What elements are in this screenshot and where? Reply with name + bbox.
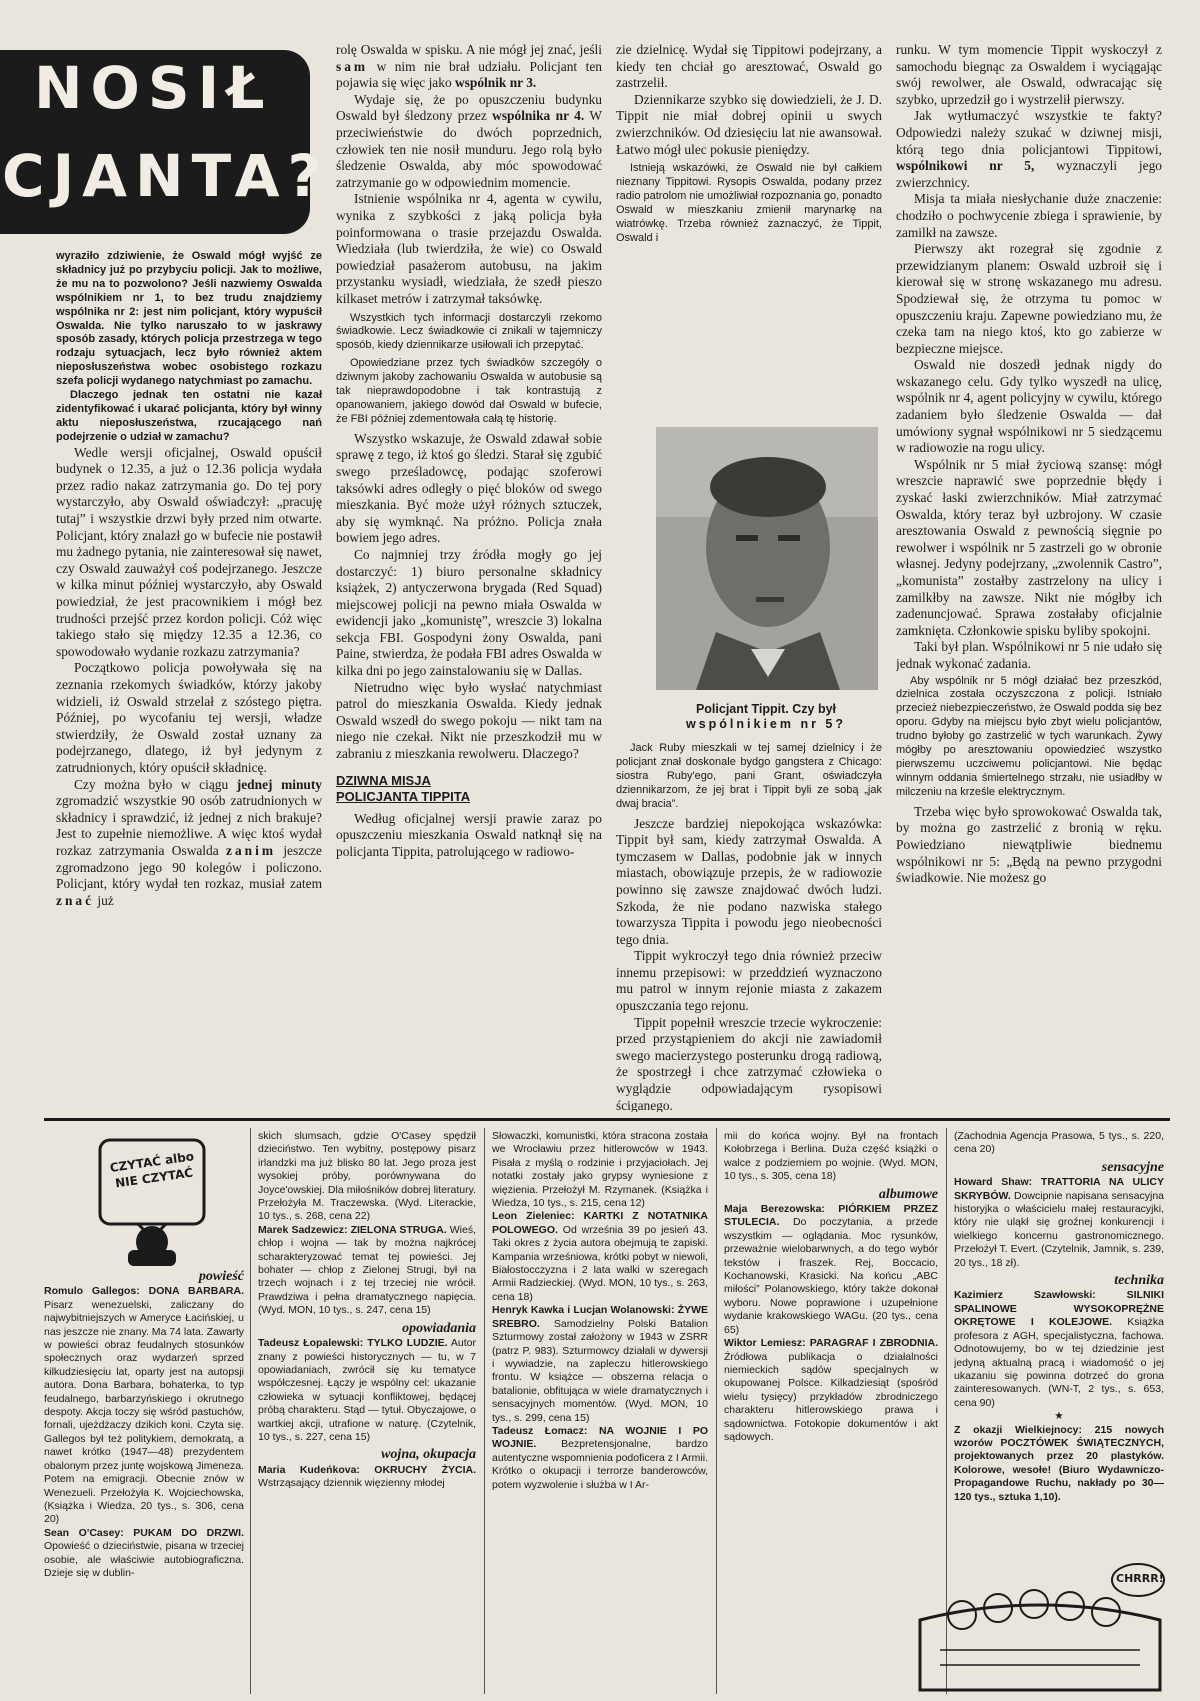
review-column-3 bbox=[492, 1130, 708, 1690]
review-lomacz-cont: mii do końca wojny. Był na frontach Kołobrzega i Berlina. Duża część książki o walce z podziemiem po wojnie. (Wyd. MON, 10 tys., s. 305, cena 18) bbox=[724, 1130, 938, 1183]
col2-paragraph-1: rolę Oswalda w spisku. A nie mógł jej znać, jeśli sam w nim nie brał udziału. Policjant ten pojawia się więc jako wspólnik nr 3. bbox=[336, 42, 602, 91]
category-albumowe: albumowe bbox=[878, 1186, 938, 1202]
subhead-line-2: POLICJANTA TIPPITA bbox=[336, 788, 471, 804]
col4-paragraph-6: Wspólnik nr 5 miał życiową szansę: mógł wreszcie naprawić swe poprzednie błędy i zyskać łaski zwierzchników. Miał zatrzymać Oswalda, który teraz był uzbrojony. W czasie aresztowania Oswald z pewnością sięgnie po rewolwer i wspólnik nr 5 zastrzeli go w obronie własnej. Jedyny podejrzany, „zwolennik Castro”, „komunista” zostałby zastrzelony na ulicy i zamilkłby na zawsze. Nikt nie mógłby ich zadenuncjować. Sprawa zostałaby oficjalnie zamknięta. Członkowie spisku byliby spokojni. bbox=[896, 456, 1162, 638]
review-berezowska: Maja Berezowska: PIÓRKIEM PRZEZ STULECIA. Do poczytania, a przede wszystkim — oglądania. Moc rysunków, przeważnie wielobarwnych, a do tego wybór tekstów i fraszek. Rej, Boccacio, Kochanowski, Krasicki. Na końcu „ABC miłości” Polanowskiego, który także dokonał wyboru. Nowe poprawione i uzupełnione wydanie krakowskiego WAGu. (20 tys., cena 65) bbox=[724, 1203, 938, 1336]
col4-paragraph-8: Trzeba więc było sprowokować Oswalda tak, by można go zastrzelić z bronią w ręku. Powiedziano niewątpliwie biednemu wspólnikowi nr 5: „Będą na pewno przygodni świadkowie. Nie możesz go bbox=[896, 803, 1162, 886]
review-ocasey-cont: skich slumsach, gdzie O'Casey spędził dzieciństwo. Ten wybitny, postępowy pisarz irlandzki ma już blisko 80 lat. Jego proza jest wysokiej próby, porównywana do Joyce'owskiej. Dla miłośników dobrej literatury. Przełożyła M. Traczewska. (Wyd. Literackie, 10 tys., s. 268, cena 22) bbox=[258, 1130, 476, 1223]
review-lemiesz: Wiktor Lemiesz: PARAGRAF I ZBRODNIA. Źródłowa publikacja o działalności niemieckich sądów specjalnych w okupowanej Polsce. Kilkadziesiąt (spośród wielu tysięcy) przykładów zbrodniczego charakteru hitlerowskiego prawa i sądownictwa. Fotokopie dokumentów i akt sądowych. bbox=[724, 1337, 938, 1443]
col2-small-2: Opowiedziane przez tych świadków szczegóły o dziwnym jakoby zachowaniu Oswalda w autobusie są tak nieprawdopodobne i tak kontrastują z opanowaniem, jakiego dowód dał Oswald w bufecie, że FBI później zdementowała całą tę historię. bbox=[336, 357, 602, 425]
headline-line-1: NOSIŁ bbox=[34, 54, 273, 122]
col3-paragraph-3: Jeszcze bardziej niepokojąca wskazówka: Tippit był sam, kiedy zatrzymał Oswalda. A tymczasem w Dallas, podobnie jak w innych miastach, obowiązuje przepis, że w radiowozie powinno się zawsze znajdować dwóch ludzi. Szkoda, że nie podano nazwiska stałego towarzysza Tippita i powodu jego nieobecności tego dnia. bbox=[616, 815, 882, 947]
book-character-icon bbox=[78, 1130, 228, 1270]
review-szawlowski: Kazimierz Szawłowski: SILNIKI SPALINOWE WYSOKOPRĘŻNE OKRĘTOWE I KOLEJOWE. Książka profesora z AGH, specjalistyczna, fachowa. Odnotowujemy, bo w tej dziedzinie jest jedyną aktualną pracą i wiadomość o jej ukazaniu się powinna dotrzeć do grona zainteresowanych. (WN-T, 2 tys., s. 653, cena 90) bbox=[954, 1289, 1164, 1409]
category-powiesc: powieść bbox=[198, 1269, 244, 1284]
col1-paragraph-1: Wedle wersji oficjalnej, Oswald opuścił budynek o 12.35, a już o 12.36 policja wydała przez radio nakaz zatrzymania go. Do tej pory wystarczyło, aby Oswald oświadczył: „pracuję tutaj” i wszystkie drzwi były przed nim otwarte. Policjant, który znalazł go w bufecie nie postawił mu żadnego pytania, nie zainteresował się nawet, czy Oswald zauważył coś podejrzanego. Jeszcze w kilka minut później wystarczyło, aby Oswald powiedział, że jest pracownikiem i mógł bez trudności przejść przez kordon policji. Cóż więc takiego stało się między 12.35 a 12.36, co spowodowało wydanie rozkazu zatrzymania? bbox=[56, 444, 322, 659]
review-zieleniec: Leon Zieleniec: KARTKI Z NOTATNIKA POLOWEGO. Od września 39 po jesień 43. Taki okres z życia autora obejmują te zapiski. Kampania wrześniowa, krótki pobyt w niewoli, Białostocczyzna i 2 lata walki w szeregach Armii Radzieckiej. (Wyd. MON, 10 tys., s. 263, cena 18) bbox=[492, 1210, 708, 1303]
headline-banner bbox=[0, 50, 330, 234]
column-rule-2 bbox=[484, 1128, 485, 1694]
col1-paragraph-2: Początkowo policja powoływała się na zeznania rzekomych świadków, którzy jakoby widzieli, iż Oswald strzelał z szóstego piętra. Później, po wycofaniu tej wersji, władze stwierdziły, że Oswald został uznany za podejrzanego, dlatego, iż był jedynym z zatrudnionych, który opuścił składnicę. bbox=[56, 660, 322, 775]
column-rule-3 bbox=[716, 1128, 717, 1694]
review-shaw: Howard Shaw: TRATTORIA NA ULICY SKRYBÓW. Dowcipnie napisana sensacyjna historyjka o właścicielu małej restauracyjki, który nie uląkł się groźnej konkurencji i wielkiego koncernu gastronomicznego. Przełożył T. Evert. (Czytelnik, Jamnik, s. 239, 20 tys., 18 zł). bbox=[954, 1176, 1164, 1269]
col4-paragraph-7: Taki był plan. Wspólnikowi nr 5 nie udało się jednak wykonać zadania. bbox=[896, 639, 1162, 671]
caption-line-2: wspólnikiem nr 5? bbox=[685, 717, 847, 731]
col3-small-1: Istnieją wskazówki, że Oswald nie był całkiem nieznany Tippitowi. Rysopis Oswalda, podany przez radio patrolom nie umożliwiał rozpoznania go, ponadto Oswald w mieszkaniu zmienił marynarkę na wiatrówkę. Trzeba również zaznaczyć, że Tippit, Oswald i bbox=[616, 162, 882, 244]
review-zap-cont: (Zachodnia Agencja Prasowa, 5 tys., s. 220, cena 20) bbox=[954, 1130, 1164, 1156]
star-separator: ★ bbox=[1054, 1410, 1064, 1423]
review-kudenkova: Maria Kudeńkova: OKRUCHY ŻYCIA. Wstrząsający dziennik więzienny młodej bbox=[258, 1463, 476, 1490]
col3-paragraph-4: Tippit wykroczył tego dnia również przeciw innemu przepisowi: w przeddzień wyznaczono mu patrol w innym rejonie miasta z zakazem opuszczania tego rejonu. bbox=[616, 948, 882, 1014]
review-ocasey: Sean O'Casey: PUKAM DO DRZWI. Opowieść o dzieciństwie, pisana w trzeciej osobie, ale właściwie autobiograficzna. Dzieje się w dublin- bbox=[44, 1526, 244, 1579]
col2-paragraph-4: Wszystko wskazuje, że Oswald zdawał sobie sprawę z tego, iż ktoś go śledzi. Starał się zgubić swego prześladowcę, podając szoferowi taksówki adres odległy o pięć bloków od swego mieszkania. Być może użył różnych sztuczek, aby się wymknąć. Na próżno. Policja znała bowiem jego adres. bbox=[336, 430, 602, 546]
col3-paragraph-1: zie dzielnicę. Wydał się Tippitowi podejrzany, a kiedy ten chciał go aresztować, Oswald go zastrzelił. bbox=[616, 42, 882, 91]
article-column-1 bbox=[56, 250, 322, 1112]
col2-small-1: Wszystkich tych informacji dostarczyli rzekomo świadkowie. Lecz świadkowie ci znikali w tajemniczy sposób, kiedy dziennikarze usiłowali ich przepytać. bbox=[336, 311, 602, 352]
col2-paragraph-6: Nietrudno więc było wysłać natychmiast patrol do mieszkania Oswalda. Kiedy jednak Oswald wszedł do swego pokoju — nikt tam na niego nie czekał. Nikt nie przeszkodził mu w zabraniu z mieszkania rewolweru. Dlaczego? bbox=[336, 679, 602, 762]
col4-paragraph-2: Jak wytłumaczyć wszystkie te fakty? Odpowiedzi należy szukać w dziwnej misji, którą tego dnia policjantowi Tippitowi, wspólnikowi nr 5, wyznaczyli jego zwierzchnicy. bbox=[896, 108, 1162, 190]
category-opowiadania: opowiadania bbox=[402, 1320, 476, 1336]
col4-paragraph-5: Oswald nie doszedł jednak nigdy do wskazanego celu. Gdy tylko wyszedł na ulicę, wspólnik nr 4, agent policyjny w cywilu, którego zadaniem było śledzenie Oswalda — dał umówiony sygnał wspólnikowi nr 5 siedzącemu w radiowozie na rogu ulicy. bbox=[896, 357, 1162, 456]
article-column-2 bbox=[336, 42, 602, 1112]
col2-paragraph-7: Według oficjalnej wersji prawie zaraz po opuszczeniu mieszkania Oswald natknął się na policjanta Tippita, patrolującego w radiowo- bbox=[336, 810, 602, 859]
article-column-3-bottom bbox=[616, 742, 882, 1112]
logo-text: CZYTAĆ albo NIE CZYTAĆ bbox=[108, 1149, 195, 1191]
czytac-logo bbox=[78, 1130, 228, 1270]
col4-paragraph-1: runku. W tym momencie Tippit wyskoczył z samochodu biegnąc za Oswaldem i wyciągając swój rewolwer, ale Oswald, odwracając się szybko, uprzedził go i wystrzelił pierwszy. bbox=[896, 42, 1162, 107]
col2-paragraph-3: Istnienie wspólnika nr 4, agenta w cywilu, wynika z szybkości z jaką policja była poinformowana o trasie przejazdu Oswalda. Wiedziała (lub twierdziła, że wie) co Oswald powiedział pasażerom autobusu, na jakim przystanku wysiadł, wiedziała, że szedł pieszo kilkaset metrów i zatrzymał taksówkę. bbox=[336, 191, 602, 306]
category-wojna: wojna, okupacja bbox=[381, 1447, 476, 1463]
col2-subhead bbox=[336, 773, 602, 805]
col4-paragraph-4: Pierwszy akt rozegrał się zgodnie z przewidzianym planem: Oswald uzbroił się i kierował się w stronę wskazanego mu adresu. Spodziewał się, że otrzyma tu pomoc w opuszczeniu kraju. Zapewne powiedziano mu, że czeka tam na niego ktoś, kto go zabierze w bezpieczne miejsce. bbox=[896, 241, 1162, 356]
review-column-4 bbox=[724, 1130, 938, 1690]
cartoon-snore-text: CHRRR! bbox=[1116, 1572, 1164, 1585]
col1-paragraph-3: Czy można było w ciągu jednej minuty zgromadzić wszystkie 90 osób zatrudnionych w składnicy i sprawdzić, iż jednej z nich brakuje? Jest to zupełnie niemożliwe. A więc ktoś wydał rozkaz zatrzymania Oswalda zanim jeszcze zgromadzono jego 90 kolegów i policzono. Policjant, który wydał ten rozkaz, musiał zatem znać już bbox=[56, 776, 322, 908]
portrait-illustration bbox=[656, 427, 878, 690]
tippit-photo bbox=[656, 427, 878, 690]
review-lopalewski: Tadeusz Łopalewski: TYLKO LUDZIE. Autor znany z powieści historycznych — tu, w 7 opowiadaniach, zwrócił się ku tematyce współczesnej. Łączy je wspólny cel: ukazanie człowieka w sytuacji konfliktowej, będącej próbą charakteru. Stąd — tytuł. Obyczajowe, o wartkiej akcji, utrafione w naturę. (Czytelnik, 10 tys., s. 227, cena 15) bbox=[258, 1337, 476, 1443]
review-lomacz: Tadeusz Łomacz: NA WOJNIE I PO WOJNIE. Bezpretensjonalne, bardzo autentyczne wspomnienia podoficera z I Armii. Krótko o okupacji i terrorze banderowców, potem wyzwolenie i służba w I Ar- bbox=[492, 1424, 708, 1491]
article-column-3-top bbox=[616, 42, 882, 420]
col1-lead: wyraziło zdziwienie, że Oswald mógł wyjść ze składnicy już po przybyciu policji. Jak to możliwe, że mu na to pozwolono? Jeśli nazwiemy Oswalda wspólnikiem nr 1, to bez trudu znajdziemy wspólnika nr 2: jest nim policjant, który wypuścił Oswalda. Nie tylko naruszało to w jaskrawy sposób zasady, których policja przestrzega w tego rodzaju sytuacjach, lecz było również aktem nieposłuszeństwa wobec osobistego rozkazu szefa policji wydanego natychmiast po zamachu. bbox=[56, 250, 322, 388]
photo-caption bbox=[646, 702, 886, 732]
category-sensacyjne: sensacyjne bbox=[1101, 1159, 1164, 1175]
caption-line-1: Policjant Tippit. Czy był bbox=[695, 702, 837, 716]
review-column-5 bbox=[954, 1130, 1164, 1550]
col3-paragraph-2: Dziennikarze szybko się dowiedzieli, że J. D. Tippit nie miał dobrej opinii u swych zwierzchników. Od dziesięciu lat nie awansował. Łatwo mógł ulec pokusie pieniędzy. bbox=[616, 91, 882, 157]
col2-paragraph-2: Wydaje się, że po opuszczeniu budynku Oswald był śledzony przez wspólnika nr 4. W przeciwieństwie do dwóch poprzednich, człowiek ten nie nosił munduru. Jego rolą było śledzenie Oswalda, aby móc spowodować zatrzymanie go w odpowiednim momencie. bbox=[336, 91, 602, 190]
cartoon-sleepers bbox=[910, 1560, 1170, 1695]
col4-paragraph-3: Misja ta miała niesłychanie duże znaczenie: chodziło o pochwycenie zbiega i sprawienie, by zamilkł na zawsze. bbox=[896, 191, 1162, 240]
article-column-4 bbox=[896, 42, 1162, 1112]
subhead-line-1: DZIWNA MISJA bbox=[336, 772, 431, 788]
review-column-1 bbox=[44, 1266, 244, 1686]
col3-paragraph-5: Tippit popełnił wreszcie trzecie wykroczenie: przed przystąpieniem do akcji nie zawiadomił swego macierzystego posterunku drogą radiową, że spostrzegł i chce zatrzymać człowieka o wyglądzie odpowiadającym rysopisowi ściganego. bbox=[616, 1014, 882, 1112]
headline-line-2: CJANTA? bbox=[2, 142, 330, 210]
col2-paragraph-5: Co najmniej trzy źródła mogły go jej dostarczyć: 1) biuro personalne składnicy książek, 2) antyczerwona brygada (Red Squad) miejscowej policji na pewno miała Oswalda w ewidencji jako „komunistę”, wreszcie 3) lokalna sekcja FBI. Gospodyni żony Oswalda, pani Paine, stwierdza, że podała FBI adres Oswalda w kilka dni po jego zainstalowaniu się w Dallas. bbox=[336, 546, 602, 679]
column-rule-1 bbox=[250, 1128, 251, 1694]
notice-pocztowki: Z okazji Wielkiejnocy: 215 nowych wzorów POCZTÓWEK ŚWIĄTECZNYCH, projektowanych przez 20 plastyków. Kolorowe, wesołe! (Biuro Wydawniczo-Propagandowe Ruchu, nakłady po 30—120 tys., sztuka 1,10). bbox=[954, 1423, 1164, 1503]
review-kawka: Henryk Kawka i Lucjan Wolanowski: ŻYWE SREBRO. Samodzielny Polski Batalion Szturmowy został założony w 1943 w ZSRR (patrz P. 983). Szturmowcy działali w dywersji i wywiadzie, na zapleczu hitlerowskiego frontu. W książce — obszerna relacja o batalionie, obfitująca w wiele dramatycznych i sensacyjnych momentów. (Wyd. MON, 10 tys., s. 299, cena 15) bbox=[492, 1304, 708, 1424]
review-column-2 bbox=[258, 1130, 476, 1690]
review-kudenkova-cont: Słowaczki, komunistki, która stracona została we Wrocławiu przez hitlerowców w 1943. Pisała z myślą o rodzinie i przyjaciołach. Jej notatki zostały jako grypsy wyniesione z więzienia. Przełożył M. Rzymanek. (Książka i Wiedza, 10 tys., s. 215, cena 12) bbox=[492, 1130, 708, 1210]
review-sadzewicz: Marek Sadzewicz: ZIELONA STRUGA. Wieś, chłop i wojna — tak by można najkrócej scharakteryzować temat tej powieści. Jej bohater — chłop z Zielonej Strugi, był na trzech wojnach i z tej trzeciej nie wrócił. Prawdziwa i pełna dramatycznego napięcia. (Wyd. MON, 10 tys., s. 247, cena 15) bbox=[258, 1223, 476, 1317]
category-technika: technika bbox=[1114, 1273, 1164, 1289]
col4-small-1: Aby wspólnik nr 5 mógł działać bez przeszkód, dzielnica została oczyszczona z policji. Istniało przecież niebezpieczeństwo, że Oswald podda się bez oporu. Gdyby na miejscu było zbyt wielu policjantów, trudno byłoby go zastrzelić w tych warunkach. Żywy mógłby po aresztowaniu opowiedzieć wszystko pierwszemu uczciwemu policjantowi. Nie będąc winnym oddania śmiertelnego strzału, nie usiadłby w milczeniu na krześle elektrycznym. bbox=[896, 674, 1162, 798]
section-divider bbox=[44, 1118, 1170, 1121]
col3-small-2: Jack Ruby mieszkali w tej samej dzielnicy i że policjant znał doskonale bydgo gangstera z Chicago: siostra Ruby'ego, pani Grant, oświadczyła dziennikarzom, że jej brat i Tippit byli ze sobą „jak dwaj bracia”. bbox=[616, 742, 882, 810]
review-gallegos: Romulo Gallegos: DONA BARBARA. Pisarz wenezuelski, zaliczany do najwybitniejszych w Ameryce Łacińskiej, u nas jeszcze nie znany. Ma 74 lata. Zawarty w powieści obraz feudalnych stosunków społecznych oraz wydarzeń sprzed kilkudziesięciu lat, oparty jest na autopsji autora. Dona Barbara, bohaterka, to typ feudalnego, barbarzyńskiego i okrutnego despoty. Akcja toczy się wśród pastuchów, fornali, ujeżdżaczy dzikich koni. Czyta się. Gallegos był też politykiem, demokratą, a nawet krótko (1947—48) prezydentem obalonym przez juntę wojskową Jimeneza. Potem na emigracji. Obecnie znów w Wenezueli. Przełożyła K. Wojciechowska, (Książka i Wiedza, 20 tys., s. 306, cena 20) bbox=[44, 1285, 244, 1526]
col1-lead-2: Dlaczego jednak ten ostatni nie kazał zidentyfikować i ukarać policjanta, który był winny aktu nieposłuszeństwa, rzucającego nań podejrzenie o udział w zamachu? bbox=[56, 389, 322, 443]
